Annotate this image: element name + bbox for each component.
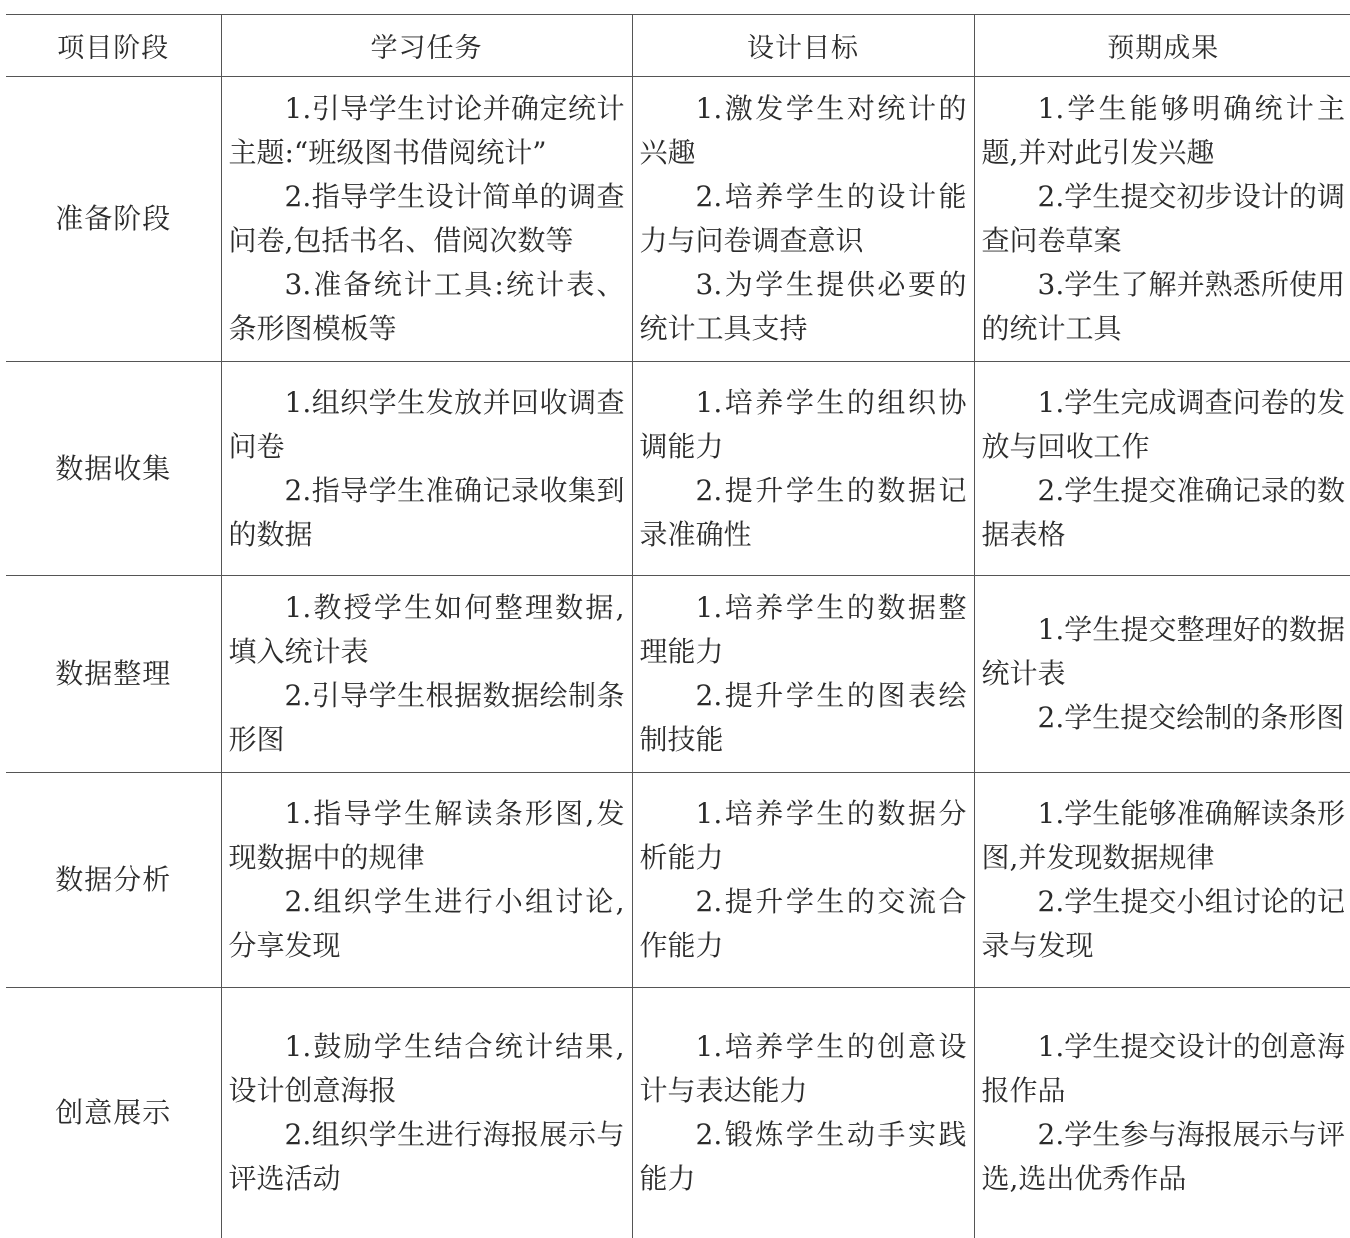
goals-cell	[632, 362, 974, 576]
table-row	[6, 988, 1350, 1238]
outcome-item: 2.学生提交初步设计的调查问卷草案	[981, 180, 1345, 257]
outcome-item: 2.学生提交小组讨论的记录与发现	[981, 885, 1345, 962]
outcomes-cell	[974, 773, 1350, 988]
task-item: 1.鼓励学生结合统计结果,设计创意海报	[228, 1029, 625, 1107]
task-item: 2.指导学生设计简单的调查问卷,包括书名、借阅次数等	[228, 180, 625, 257]
goal-item: 2.提升学生的交流合作能力	[639, 885, 967, 962]
task-item: 1.教授学生如何整理数据,填入统计表	[228, 591, 625, 668]
goal-item: 2.提升学生的图表绘制技能	[639, 679, 967, 756]
goal-item: 1.培养学生的创意设计与表达能力	[639, 1029, 967, 1107]
table-row	[6, 77, 1350, 362]
project-plan-table	[6, 14, 1350, 1238]
goals-cell	[632, 576, 974, 773]
goal-item: 1.培养学生的数据整理能力	[639, 591, 967, 668]
goal-item: 2.锻炼学生动手实践能力	[639, 1117, 967, 1195]
outcomes-cell	[974, 576, 1350, 773]
outcome-item: 1.学生能够明确统计主题,并对此引发兴趣	[981, 92, 1345, 169]
stage-cell: 创意展示	[6, 988, 221, 1238]
stage-cell: 准备阶段	[6, 77, 221, 362]
outcome-item: 2.学生提交绘制的条形图	[1037, 701, 1345, 734]
task-item: 2.引导学生根据数据绘制条形图	[228, 679, 625, 756]
outcome-item: 1.学生提交设计的创意海报作品	[981, 1029, 1345, 1107]
outcomes-cell	[974, 988, 1350, 1238]
tasks-cell	[221, 576, 632, 773]
task-item: 2.指导学生准确记录收集到的数据	[228, 473, 625, 551]
tasks-cell	[221, 988, 632, 1238]
goal-item: 2.培养学生的设计能力与问卷调查意识	[639, 180, 967, 257]
table-row	[6, 576, 1350, 773]
tasks-cell	[221, 773, 632, 988]
table-row	[6, 362, 1350, 576]
outcome-item: 2.学生提交准确记录的数据表格	[981, 473, 1345, 551]
table-row	[6, 773, 1350, 988]
task-item: 3.准备统计工具:统计表、条形图模板等	[228, 268, 625, 345]
outcome-item: 3.学生了解并熟悉所使用的统计工具	[981, 268, 1345, 345]
stage-cell: 数据整理	[6, 576, 221, 773]
header-expected-outcomes: 预期成果	[974, 15, 1350, 77]
table-header	[6, 15, 1350, 77]
header-stage: 项目阶段	[6, 15, 221, 77]
goal-item: 1.培养学生的数据分析能力	[639, 797, 967, 874]
task-item: 2.组织学生进行海报展示与评选活动	[228, 1117, 625, 1195]
header-row	[6, 15, 1350, 77]
header-design-goals: 设计目标	[632, 15, 974, 77]
goals-cell	[632, 773, 974, 988]
outcomes-cell	[974, 362, 1350, 576]
goal-item: 3.为学生提供必要的统计工具支持	[639, 268, 967, 345]
outcomes-cell	[974, 77, 1350, 362]
tasks-cell	[221, 77, 632, 362]
goal-item: 1.激发学生对统计的兴趣	[639, 92, 967, 169]
outcome-item: 1.学生提交整理好的数据统计表	[981, 613, 1345, 690]
task-item: 1.指导学生解读条形图,发现数据中的规律	[228, 797, 625, 874]
task-item: 1.组织学生发放并回收调查问卷	[228, 385, 625, 463]
goals-cell	[632, 988, 974, 1238]
outcome-item: 1.学生完成调查问卷的发放与回收工作	[981, 385, 1345, 463]
goal-item: 1.培养学生的组织协调能力	[639, 385, 967, 463]
goals-cell	[632, 77, 974, 362]
outcome-item: 1.学生能够准确解读条形图,并发现数据规律	[981, 797, 1345, 874]
task-item: 2.组织学生进行小组讨论,分享发现	[228, 885, 625, 962]
tasks-cell	[221, 362, 632, 576]
stage-cell: 数据分析	[6, 773, 221, 988]
outcome-item: 2.学生参与海报展示与评选,选出优秀作品	[981, 1117, 1345, 1195]
table-body	[6, 77, 1350, 1238]
task-item: 1.引导学生讨论并确定统计主题:“班级图书借阅统计”	[228, 92, 625, 169]
goal-item: 2.提升学生的数据记录准确性	[639, 473, 967, 551]
stage-cell: 数据收集	[6, 362, 221, 576]
header-learning-tasks: 学习任务	[221, 15, 632, 77]
